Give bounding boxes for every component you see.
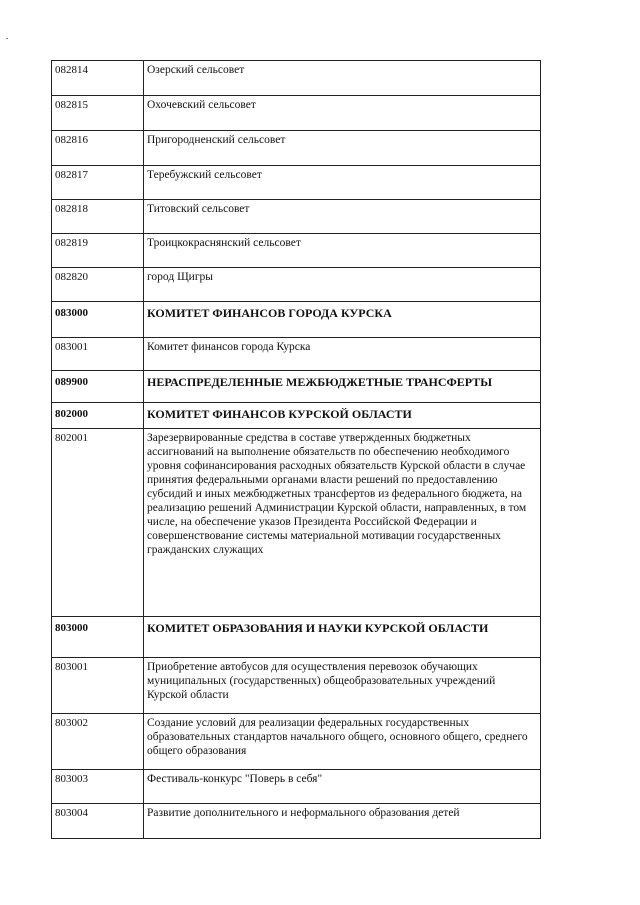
scan-mark (6, 38, 8, 39)
row-name: Титовский сельсовет (144, 200, 541, 234)
table-row (52, 403, 541, 429)
table-row (52, 131, 541, 166)
row-code: 803002 (52, 714, 144, 770)
row-code: 802000 (52, 403, 144, 429)
table-row (52, 166, 541, 200)
row-name: НЕРАСПРЕДЕЛЕННЫЕ МЕЖБЮДЖЕТНЫЕ ТРАНСФЕРТЫ (144, 371, 541, 403)
row-name: Троицкокраснянский сельсовет (144, 234, 541, 268)
row-name: Теребужский сельсовет (144, 166, 541, 200)
row-name: Охочевский сельсовет (144, 96, 541, 131)
row-code: 089900 (52, 371, 144, 403)
row-name: КОМИТЕТ ФИНАНСОВ ГОРОДА КУРСКА (144, 302, 541, 338)
table-row (52, 714, 541, 770)
row-code: 082819 (52, 234, 144, 268)
row-name: Развитие дополнительного и неформального образования детей (144, 804, 541, 839)
table-row (52, 61, 541, 96)
row-code: 803003 (52, 770, 144, 804)
row-name: Создание условий для реализации федеральных государственных образовательных стандартов начального общего, основного общего, среднего общего образования (144, 714, 541, 770)
row-name: город Щигры (144, 268, 541, 302)
row-code: 803000 (52, 617, 144, 658)
table-row (52, 371, 541, 403)
row-name: КОМИТЕТ ОБРАЗОВАНИЯ И НАУКИ КУРСКОЙ ОБЛАСТИ (144, 617, 541, 658)
row-name: Озерский сельсовет (144, 61, 541, 96)
row-code: 802001 (52, 429, 144, 617)
table-row (52, 234, 541, 268)
row-code: 082816 (52, 131, 144, 166)
row-code: 803001 (52, 658, 144, 714)
table-row (52, 429, 541, 617)
table-row (52, 658, 541, 714)
row-name: Комитет финансов города Курска (144, 338, 541, 371)
row-code: 082820 (52, 268, 144, 302)
table-row (52, 804, 541, 839)
table-row (52, 338, 541, 371)
row-code: 082815 (52, 96, 144, 131)
row-code: 082818 (52, 200, 144, 234)
table-row (52, 200, 541, 234)
budget-code-table (51, 60, 541, 839)
row-code: 083001 (52, 338, 144, 371)
row-code: 803004 (52, 804, 144, 839)
table-row (52, 268, 541, 302)
table-row (52, 302, 541, 338)
row-code: 083000 (52, 302, 144, 338)
table-body (52, 61, 541, 839)
table-row (52, 96, 541, 131)
row-code: 082814 (52, 61, 144, 96)
table-row (52, 617, 541, 658)
row-name: Фестиваль-конкурс "Поверь в себя" (144, 770, 541, 804)
table-row (52, 770, 541, 804)
row-name: КОМИТЕТ ФИНАНСОВ КУРСКОЙ ОБЛАСТИ (144, 403, 541, 429)
row-name: Приобретение автобусов для осуществления перевозок обучающих муниципальных (государственных) общеобразовательных учреждений Курской области (144, 658, 541, 714)
row-name: Зарезервированные средства в составе утвержденных бюджетных ассигнований на выполнение обязательств по обеспечению необходимого уровня софинансирования расходных обязательств Курской области в случае принятия федеральными органами власти решений по предоставлению субсидий и иных межбюджетных трансфертов из федерального бюджета, на реализацию решений Администрации Курской области, направленных, в том числе, на обеспечение указов Президента Российской Федерации и совершенствование системы материальной мотивации государственных гражданских служащих (144, 429, 541, 617)
row-name: Пригородненский сельсовет (144, 131, 541, 166)
row-code: 082817 (52, 166, 144, 200)
